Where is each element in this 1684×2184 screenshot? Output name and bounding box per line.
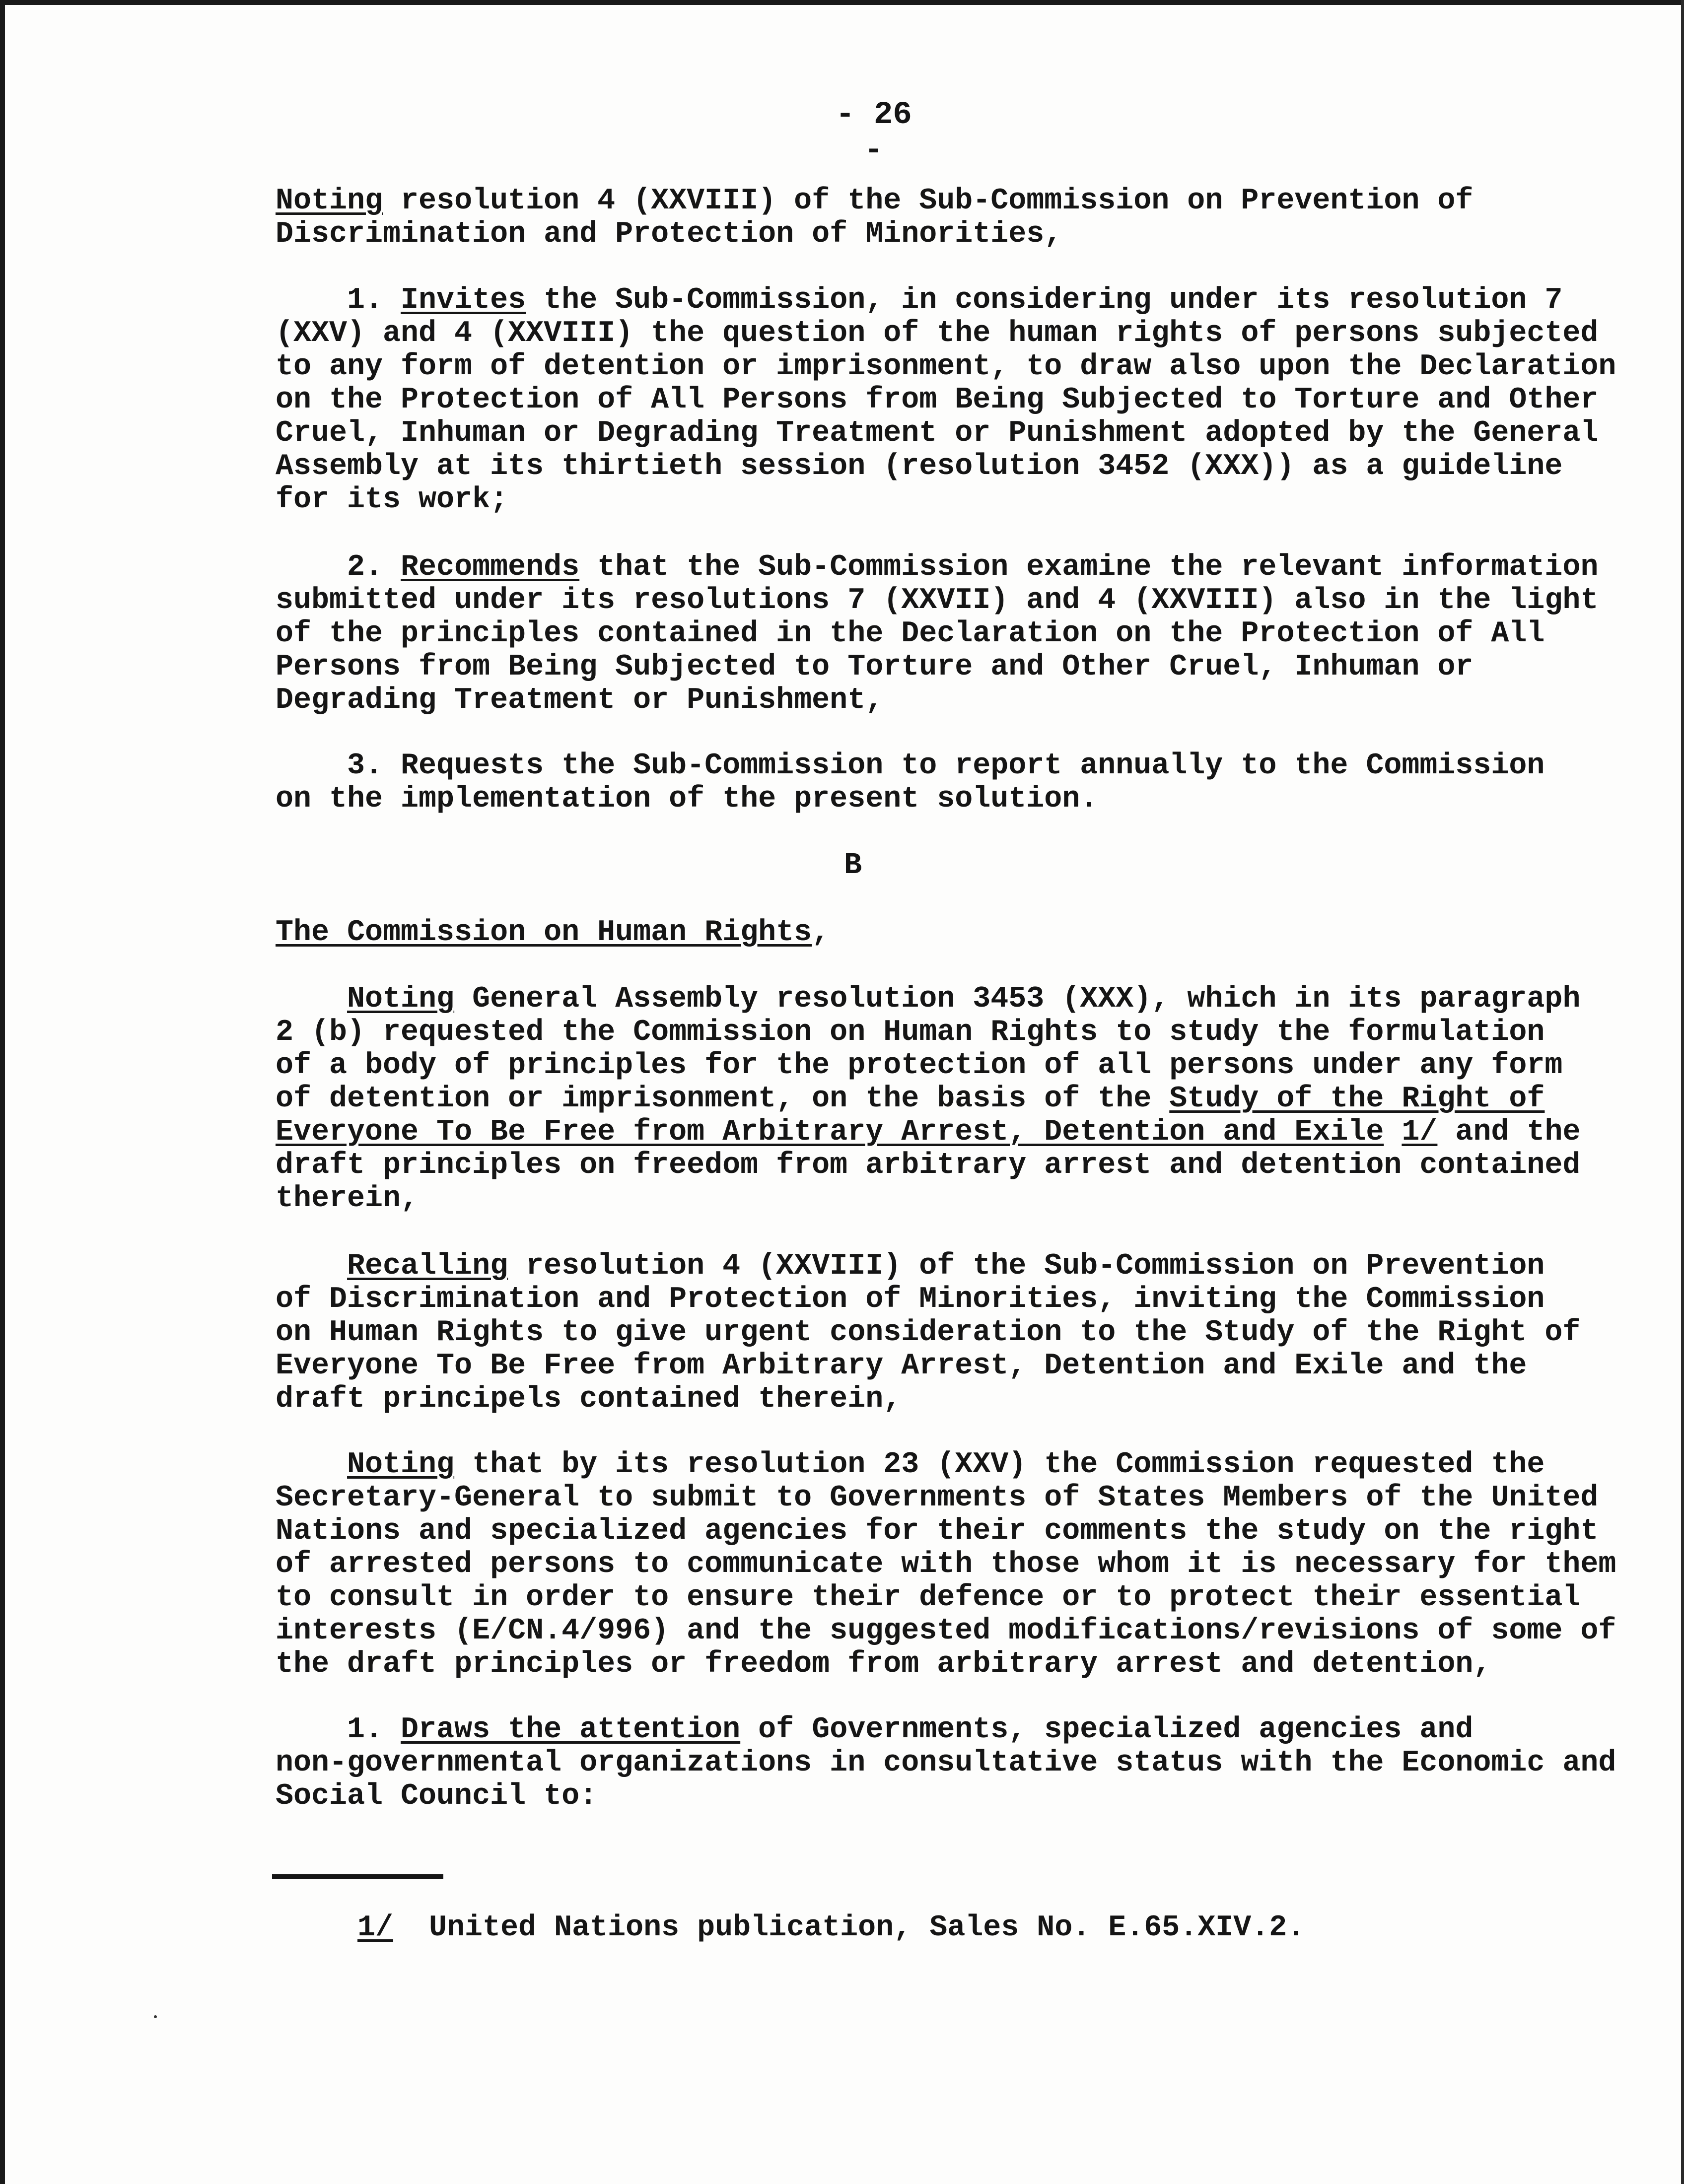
line: (XXV) and 4 (XXVIII) the question of the human rights of persons subjected bbox=[276, 317, 1599, 350]
item-number: 1. bbox=[276, 283, 401, 317]
scan-border-top bbox=[0, 0, 1684, 5]
sectionB-noting1-paragraph bbox=[276, 982, 1581, 1216]
footnote-text: United Nations publication, Sales No. E.65.XIV.2. bbox=[393, 1911, 1305, 1945]
noting-lead: Noting bbox=[276, 184, 383, 218]
line: non-governmental organizations in consultative status with the Economic and bbox=[276, 1746, 1616, 1780]
invites-lead: Invites bbox=[401, 283, 526, 317]
line: that by its resolution 23 (XXV) the Commission requested the bbox=[454, 1448, 1545, 1482]
line: submitted under its resolutions 7 (XXVII) and 4 (XXVIII) also in the light bbox=[276, 584, 1599, 617]
line: 3. Requests the Sub-Commission to report annually to the Commission bbox=[276, 749, 1545, 783]
line: resolution 4 (XXVIII) of the Sub-Commission on Prevention bbox=[508, 1249, 1545, 1283]
line: Persons from Being Subjected to Torture and Other Cruel, Inhuman or bbox=[276, 650, 1474, 684]
sectionA-item3-paragraph bbox=[276, 750, 1546, 816]
line: of arrested persons to communicate with those whom it is necessary for them bbox=[276, 1548, 1616, 1581]
page-number: - 26 - bbox=[836, 97, 912, 169]
item-number: 2. bbox=[276, 550, 401, 584]
line: the draft principles or freedom from arbitrary arrest and detention, bbox=[276, 1647, 1491, 1681]
scan-border-left bbox=[0, 0, 5, 2184]
line: Nations and specialized agencies for their comments the study on the right bbox=[276, 1514, 1599, 1548]
line: resolution 4 (XXVIII) of the Sub-Commission on Prevention of bbox=[383, 184, 1474, 218]
line: Cruel, Inhuman or Degrading Treatment or Punishment adopted by the General bbox=[276, 416, 1599, 450]
sectionB-recalling-paragraph bbox=[276, 1249, 1581, 1416]
line: of the principles contained in the Declaration on the Protection of All bbox=[276, 617, 1545, 651]
study-title-part1: Study of the Right of bbox=[1169, 1082, 1545, 1116]
sectionB-noting2-paragraph bbox=[276, 1448, 1616, 1681]
line: of Discrimination and Protection of Minorities, inviting the Commission bbox=[276, 1283, 1545, 1316]
footnote-reference: 1/ bbox=[1402, 1115, 1438, 1149]
commission-title: The Commission on Human Rights bbox=[276, 916, 812, 950]
line: Secretary-General to submit to Governments of States Members of the United bbox=[276, 1481, 1599, 1515]
noting-lead: Noting bbox=[347, 1448, 455, 1482]
line: therein, bbox=[276, 1182, 419, 1216]
recalling-lead: Recalling bbox=[347, 1249, 508, 1283]
line: Assembly at its thirtieth session (resolution 3452 (XXX)) as a guideline bbox=[276, 450, 1563, 483]
sectionB-item1-paragraph bbox=[276, 1713, 1616, 1813]
sectionA-item1-paragraph bbox=[276, 283, 1616, 517]
line: draft principles on freedom from arbitrary arrest and detention contained bbox=[276, 1149, 1581, 1182]
line: for its work; bbox=[276, 483, 508, 517]
line: 2 (b) requested the Commission on Human Rights to study the formulation bbox=[276, 1016, 1545, 1049]
line: on Human Rights to give urgent consideration to the Study of the Right of bbox=[276, 1316, 1581, 1350]
line: Discrimination and Protection of Minorities, bbox=[276, 217, 1062, 251]
section-b-heading: B bbox=[844, 849, 862, 883]
sectionA-item2-paragraph bbox=[276, 550, 1599, 717]
line: and the bbox=[1437, 1115, 1581, 1149]
line: Degrading Treatment or Punishment, bbox=[276, 683, 884, 717]
line: on the implementation of the present solution. bbox=[276, 782, 1098, 816]
footnote-marker: 1/ bbox=[357, 1911, 394, 1945]
line: on the Protection of All Persons from Being Subjected to Torture and Other bbox=[276, 383, 1599, 417]
item-number: 1. bbox=[276, 1713, 401, 1747]
line: the Sub-Commission, in considering under its resolution 7 bbox=[526, 283, 1563, 317]
line: interests (E/CN.4/996) and the suggested modifications/revisions of some of bbox=[276, 1614, 1616, 1648]
sectionB-title bbox=[276, 916, 1546, 950]
line: of Governments, specialized agencies and bbox=[740, 1713, 1474, 1747]
recommends-lead: Recommends bbox=[401, 550, 580, 584]
line: to consult in order to ensure their defence or to protect their essential bbox=[276, 1581, 1581, 1615]
line: draft principels contained therein, bbox=[276, 1382, 902, 1416]
line: that the Sub-Commission examine the relevant information bbox=[579, 550, 1599, 584]
title-punct: , bbox=[812, 916, 830, 950]
sectionA-noting-paragraph bbox=[276, 185, 1546, 251]
noting-lead: Noting bbox=[347, 982, 455, 1016]
line: to any form of detention or imprisonment, to draw also upon the Declaration bbox=[276, 350, 1616, 384]
line: Everyone To Be Free from Arbitrary Arrest, Detention and Exile and the bbox=[276, 1349, 1527, 1383]
line: of a body of principles for the protection of all persons under any form bbox=[276, 1049, 1563, 1083]
footnote bbox=[357, 1911, 1549, 1945]
scan-speck bbox=[154, 2015, 157, 2018]
study-title-part2: Everyone To Be Free from Arbitrary Arrest, Detention and Exile bbox=[276, 1115, 1384, 1149]
draws-attention-lead: Draws the attention bbox=[401, 1713, 741, 1747]
line: General Assembly resolution 3453 (XXX), which in its paragraph bbox=[454, 982, 1581, 1016]
line: of detention or imprisonment, on the basis of the bbox=[276, 1082, 1170, 1116]
footnote-separator bbox=[272, 1874, 443, 1879]
line: Social Council to: bbox=[276, 1779, 598, 1813]
scan-border-right bbox=[1681, 0, 1684, 2184]
